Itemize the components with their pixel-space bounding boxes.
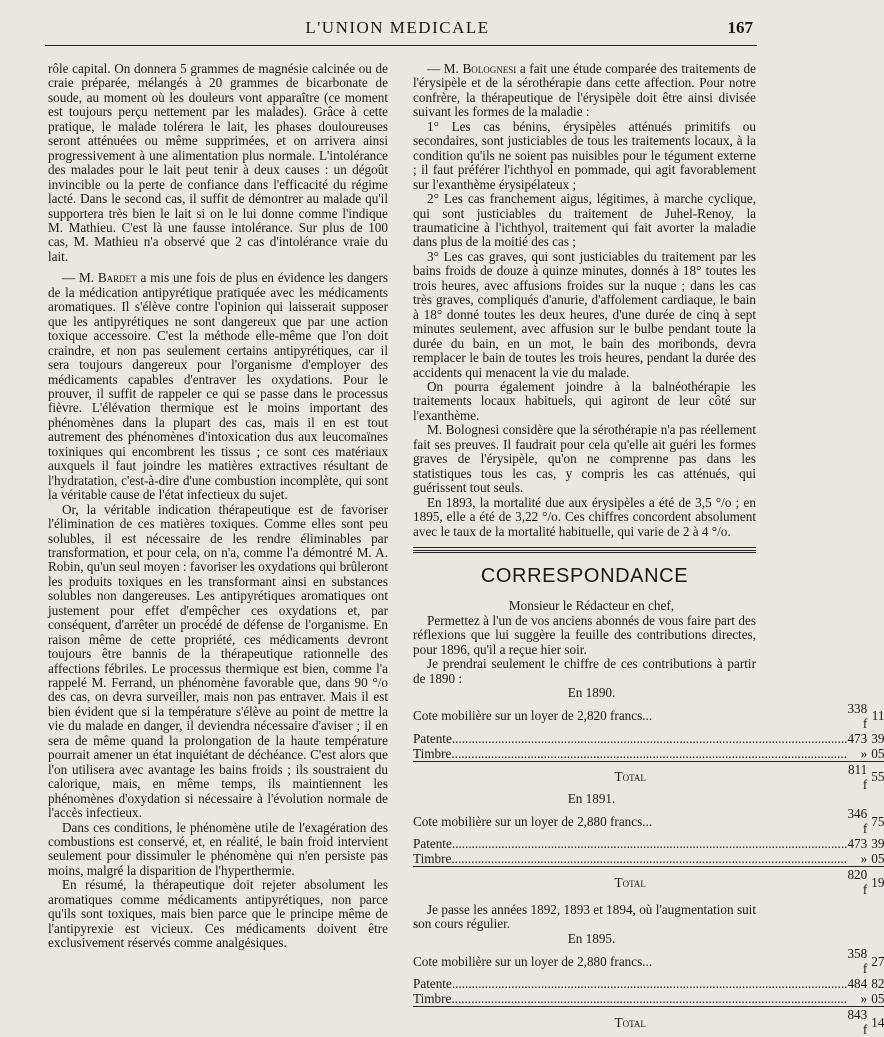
salutation: Monsieur le Rédacteur en chef,	[508, 598, 675, 614]
paragraph: Or, la véritable indication thérapeutique est de favoriser l'élimination de ces matières toxiques. Comme elles sont peu solubles, il est nécessaire de les rendre éliminables par transformation, et pour cela, on n'a, comme l'a démontré M. A. Robin, qu'un seul moyen : favoriser les oxydations qui brûleront les produits toxiques en les transformant ainsi en substances solubles non dangereuses. Les antipyrétiques aromatiques ont justement pour effet d'empêcher ces oxydations et, par conséquent, d'arrêter un procédé de défense de l'organisme. En raison même de cette propriété, ces médicaments devront toujours être bannis de la thérapeutique rationnelle des affections fébriles. Le processus thermique est bien, comme l'a rappelé M. Ferrand, un phénomène favorable que, dans 90 °/o des cas, on devra surveiller, mais non pas entraver. Mais il est bien évident que si la température s'élève au point de mettre la vie du malade en danger, il deviendra nécessaire d'aviser ; il en sera de même quand la prolongation de la haute température pourrait amener un état inquiétant de déchéance. C'est alors que l'on utilisera avec avantage les bains froids ; ils soustraient du calorique, mais, en même temps, ils maintiennent les phénomènes d'oxydation si nécessaire à l'évolution normale de l'accès infectieux.	[48, 501, 388, 821]
table-row	[413, 746, 884, 762]
row-francs: »	[860, 991, 868, 1007]
row-label: Patente........................................................................................................................	[413, 730, 848, 746]
paragraph: Je passe les années 1892, 1893 et 1894, où l'augmentation suit son cours régulier.	[413, 902, 756, 932]
dot-leader: ........................................................................................................................	[451, 991, 847, 1007]
section-divider	[413, 547, 756, 548]
author-name: Bolognesi	[462, 61, 517, 76]
tax-table	[413, 806, 884, 897]
total-label: Total	[413, 1007, 847, 1037]
row-francs: 346 f	[847, 806, 868, 837]
dot-leader: ........................................................................................................................	[451, 745, 847, 761]
right-column	[413, 61, 884, 1037]
total-francs: 843 f	[847, 1007, 871, 1037]
row-cents: 39	[871, 836, 884, 852]
page-header	[40, 18, 755, 40]
row-francs: 358 f	[847, 946, 868, 977]
lead-dash: — M.	[62, 270, 98, 286]
paragraph: Dans ces conditions, le phénomène utile de l'exagération des combustions est conservé, et, en réalité, le bain froid intervient seulement pour dissimuler le phénomène qui n'en persiste pas moins, malgré la disparition de l'hyperthermie.	[48, 819, 388, 878]
row-francs: 338 f	[847, 700, 868, 731]
dot-leader: ........................................................................................................................	[451, 730, 848, 746]
total-cents: 19	[871, 867, 884, 898]
tax-table	[413, 701, 884, 792]
total-row	[413, 761, 884, 792]
row-label: Cote mobilière sur un loyer de 2,820 francs...	[413, 708, 653, 724]
row-cents: 11	[871, 708, 884, 724]
row-label: Cote mobilière sur un loyer de 2,880 francs...	[413, 953, 653, 969]
table-year: En 1891.	[567, 790, 616, 806]
table-row	[413, 836, 884, 851]
row-label: Patente........................................................................................................................	[413, 976, 848, 992]
paragraph: En résumé, la thérapeutique doit rejeter absolument les aromatiques comme médicaments antipyrétiques, non parce qu'ils sont toxiques, mais bien parce que le principe même de l'antipyrexie est vicieux. Ces médicaments doivent être exclusivement réservés comme analgésiques.	[48, 877, 388, 951]
lead-dash: — M.	[427, 61, 463, 76]
total-row	[413, 867, 884, 898]
table-row	[413, 806, 884, 836]
row-label: Cote mobilière sur un loyer de 2,880 francs...	[413, 813, 653, 829]
row-cents: 05	[871, 851, 884, 867]
paragraph: M. Bolognesi considère que la sérothérapie n'a pas réellement fait ses preuves. Il faudrait pour cela qu'elle ait guéri les formes graves de l'érysipèle, qu'on ne comprenne pas dans les statistiques tous les cas, y compris les cas atténués, qui guérissent tout seuls.	[413, 422, 756, 496]
dot-leader: ........................................................................................................................	[451, 836, 848, 852]
paragraph: 3° Les cas graves, qui sont justiciables du traitement par les bains froids de douze à quinze minutes, donnés à 18° toutes les trois heures, avec affusions froides sur la nuque ; dans les cas très graves, compliqués d'anurie, d'affolement cardiaque, le bain à 18° donné toutes les deux heures, d'une durée de cinq à sept minutes seulement, avec affusion sur le bulbe pendant toute la durée du bain, en un mot, le bain des moribonds, devra remplacer le bain de toutes les trois heures, pendant la durée des accidents qui menacent la vie du malade.	[413, 248, 756, 380]
table-row	[413, 946, 884, 976]
paragraph: 2° Les cas franchement aigus, légitimes, à marche cyclique, qui sont justiciables du traitement de Juhel-Renoy, la traumaticine à l'ichthyol, traitement qui fait avorter la maladie dans plus de la moitié des cas ;	[413, 191, 756, 250]
paragraph-text: a mis une fois de plus en évidence les dangers de la médication antipyrétique pratiquée avec les médicaments aromatiques. Il s'élève contre l'opinion qui laisserait supposer que les antipyrétiques ne sont dangereux que par une action toxique accessoire. C'est la méthode elle-même que l'on doit craindre, et non pas seulement certains antipyrétiques, car il sera toujours dangereux pour l'organisme d'employer des médicaments capables d'entraver les oxydations. Pour le prouver, il suffit de rappeler ce qui se passe dans le processus fièvre. L'élévation thermique est le moins important des phénomènes dans la plupart des cas, mais il en est tout autrement des phénomènes d'intoxication dus aux leucomaïnes toxiniques qui encombrent les tissus ; ce sont ces matériaux auxquels il faut joindre les matières extractives résultant de l'hydratation, c'est-à-dire d'une combustion incomplète, qui sont la véritable cause de l'état infectieux du sujet.	[48, 270, 389, 503]
tax-table	[413, 946, 884, 1037]
total-label: Total	[413, 867, 847, 898]
paragraph: 1° Les cas bénins, érysipèles atténués primitifs ou secondaires, sont justiciables de tous les traitements locaux, à la condition qu'ils ne soient pas nuisibles pour le tégument externe ; il faut préférer l'ichthyol en pommade, qui agit favorablement sur l'exanthème érysipélateux ;	[413, 118, 756, 192]
left-column	[48, 62, 388, 951]
row-cents: 05	[871, 745, 884, 761]
paragraph-text: a fait une étude comparée des traitements de l'érysipèle et de la sérothérapie dans cette affection. Pour notre confrère, la thérapeutique de l'érysipèle doit être ainsi divisée suivant les formes de la maladie :	[413, 61, 756, 120]
table-row	[413, 851, 884, 867]
row-francs: 473	[847, 836, 868, 852]
row-francs: 484	[847, 976, 868, 992]
table-row	[413, 731, 884, 746]
paragraph	[48, 271, 388, 502]
paragraph: On pourra également joindre à la balnéothérapie les traitements locaux habituels, qui agiront de leur côté sur l'exanthème.	[413, 378, 756, 423]
table-row	[413, 991, 884, 1007]
row-francs: 473	[847, 730, 868, 746]
total-label: Total	[413, 761, 847, 792]
page-number: 167	[727, 18, 753, 37]
dot-leader: ........................................................................................................................	[451, 976, 848, 992]
row-cents: 27	[871, 953, 884, 969]
table-year: En 1895.	[567, 930, 616, 946]
paragraph: Permettez à l'un de vos anciens abonnés de vous faire part des réflexions que lui suggère la feuille des contributions directes, pour 1896, qu'il a reçue hier soir.	[413, 612, 756, 657]
row-label: Timbre........................................................................................................................	[413, 991, 847, 1007]
total-cents: 55	[871, 761, 884, 792]
header-rule	[45, 45, 757, 46]
total-francs: 820 f	[847, 867, 871, 898]
row-francs: »	[860, 851, 868, 867]
total-cents: 14	[871, 1007, 884, 1037]
row-label: Timbre........................................................................................................................	[413, 745, 847, 761]
dot-leader: ........................................................................................................................	[451, 851, 847, 867]
row-label: Patente........................................................................................................................	[413, 836, 848, 852]
row-cents: 39	[871, 730, 884, 746]
paragraph	[413, 62, 756, 120]
running-title: L'UNION MEDICALE	[305, 18, 490, 37]
total-row	[413, 1007, 884, 1037]
table-row	[413, 701, 884, 731]
paragraph: rôle capital. On donnera 5 grammes de magnésie calcinée ou de craie préparée, mélangés à 20 grammes de bicarbonate de soude, au moment où les douleurs vont apparaître (ce moment est toujours perçu nettement par les malades). Grâce à cette pratique, le malade tolérera le lait, les phases douloureuses seront atténuées ou même supprimées, et on arrivera ainsi progressivement à une alimentation plus normale. L'intolérance des malades pour le lait peut tenir à deux causes : un dégoût invincible ou la perte de confiance dans l'efficacité du régime lacté. Dans le second cas, il suffit de démontrer au malade qu'il supportera très bien le lait si on le lui donne comme l'indique M. Mathieu. C'est là une fausse intolérance. Sur plus de 100 cas, M. Mathieu n'a observé que 2 cas d'intolérance vraie du lait.	[48, 61, 388, 264]
paragraph: En 1893, la mortalité due aux érysipèles a été de 3,5 °/o ; en 1895, elle a été de 3,22 °/o. Ces chiffres concordent absolument avec le taux de la mortalité habituelle, qui varie de 2 à 4 °/o.	[413, 494, 756, 539]
section-divider-double	[413, 550, 756, 555]
author-name: Bardet	[97, 270, 137, 286]
row-cents: 05	[871, 991, 884, 1007]
paragraph: Je prendrai seulement le chiffre de ces contributions à partir de 1890 :	[413, 656, 756, 686]
total-francs: 811 f	[847, 761, 871, 792]
row-francs: »	[860, 745, 868, 761]
row-cents: 75	[871, 813, 884, 829]
table-year: En 1890.	[567, 685, 616, 701]
section-heading: CORRESPONDANCE	[480, 564, 689, 587]
row-cents: 82	[871, 976, 884, 992]
table-row	[413, 976, 884, 991]
row-label: Timbre........................................................................................................................	[413, 851, 847, 867]
